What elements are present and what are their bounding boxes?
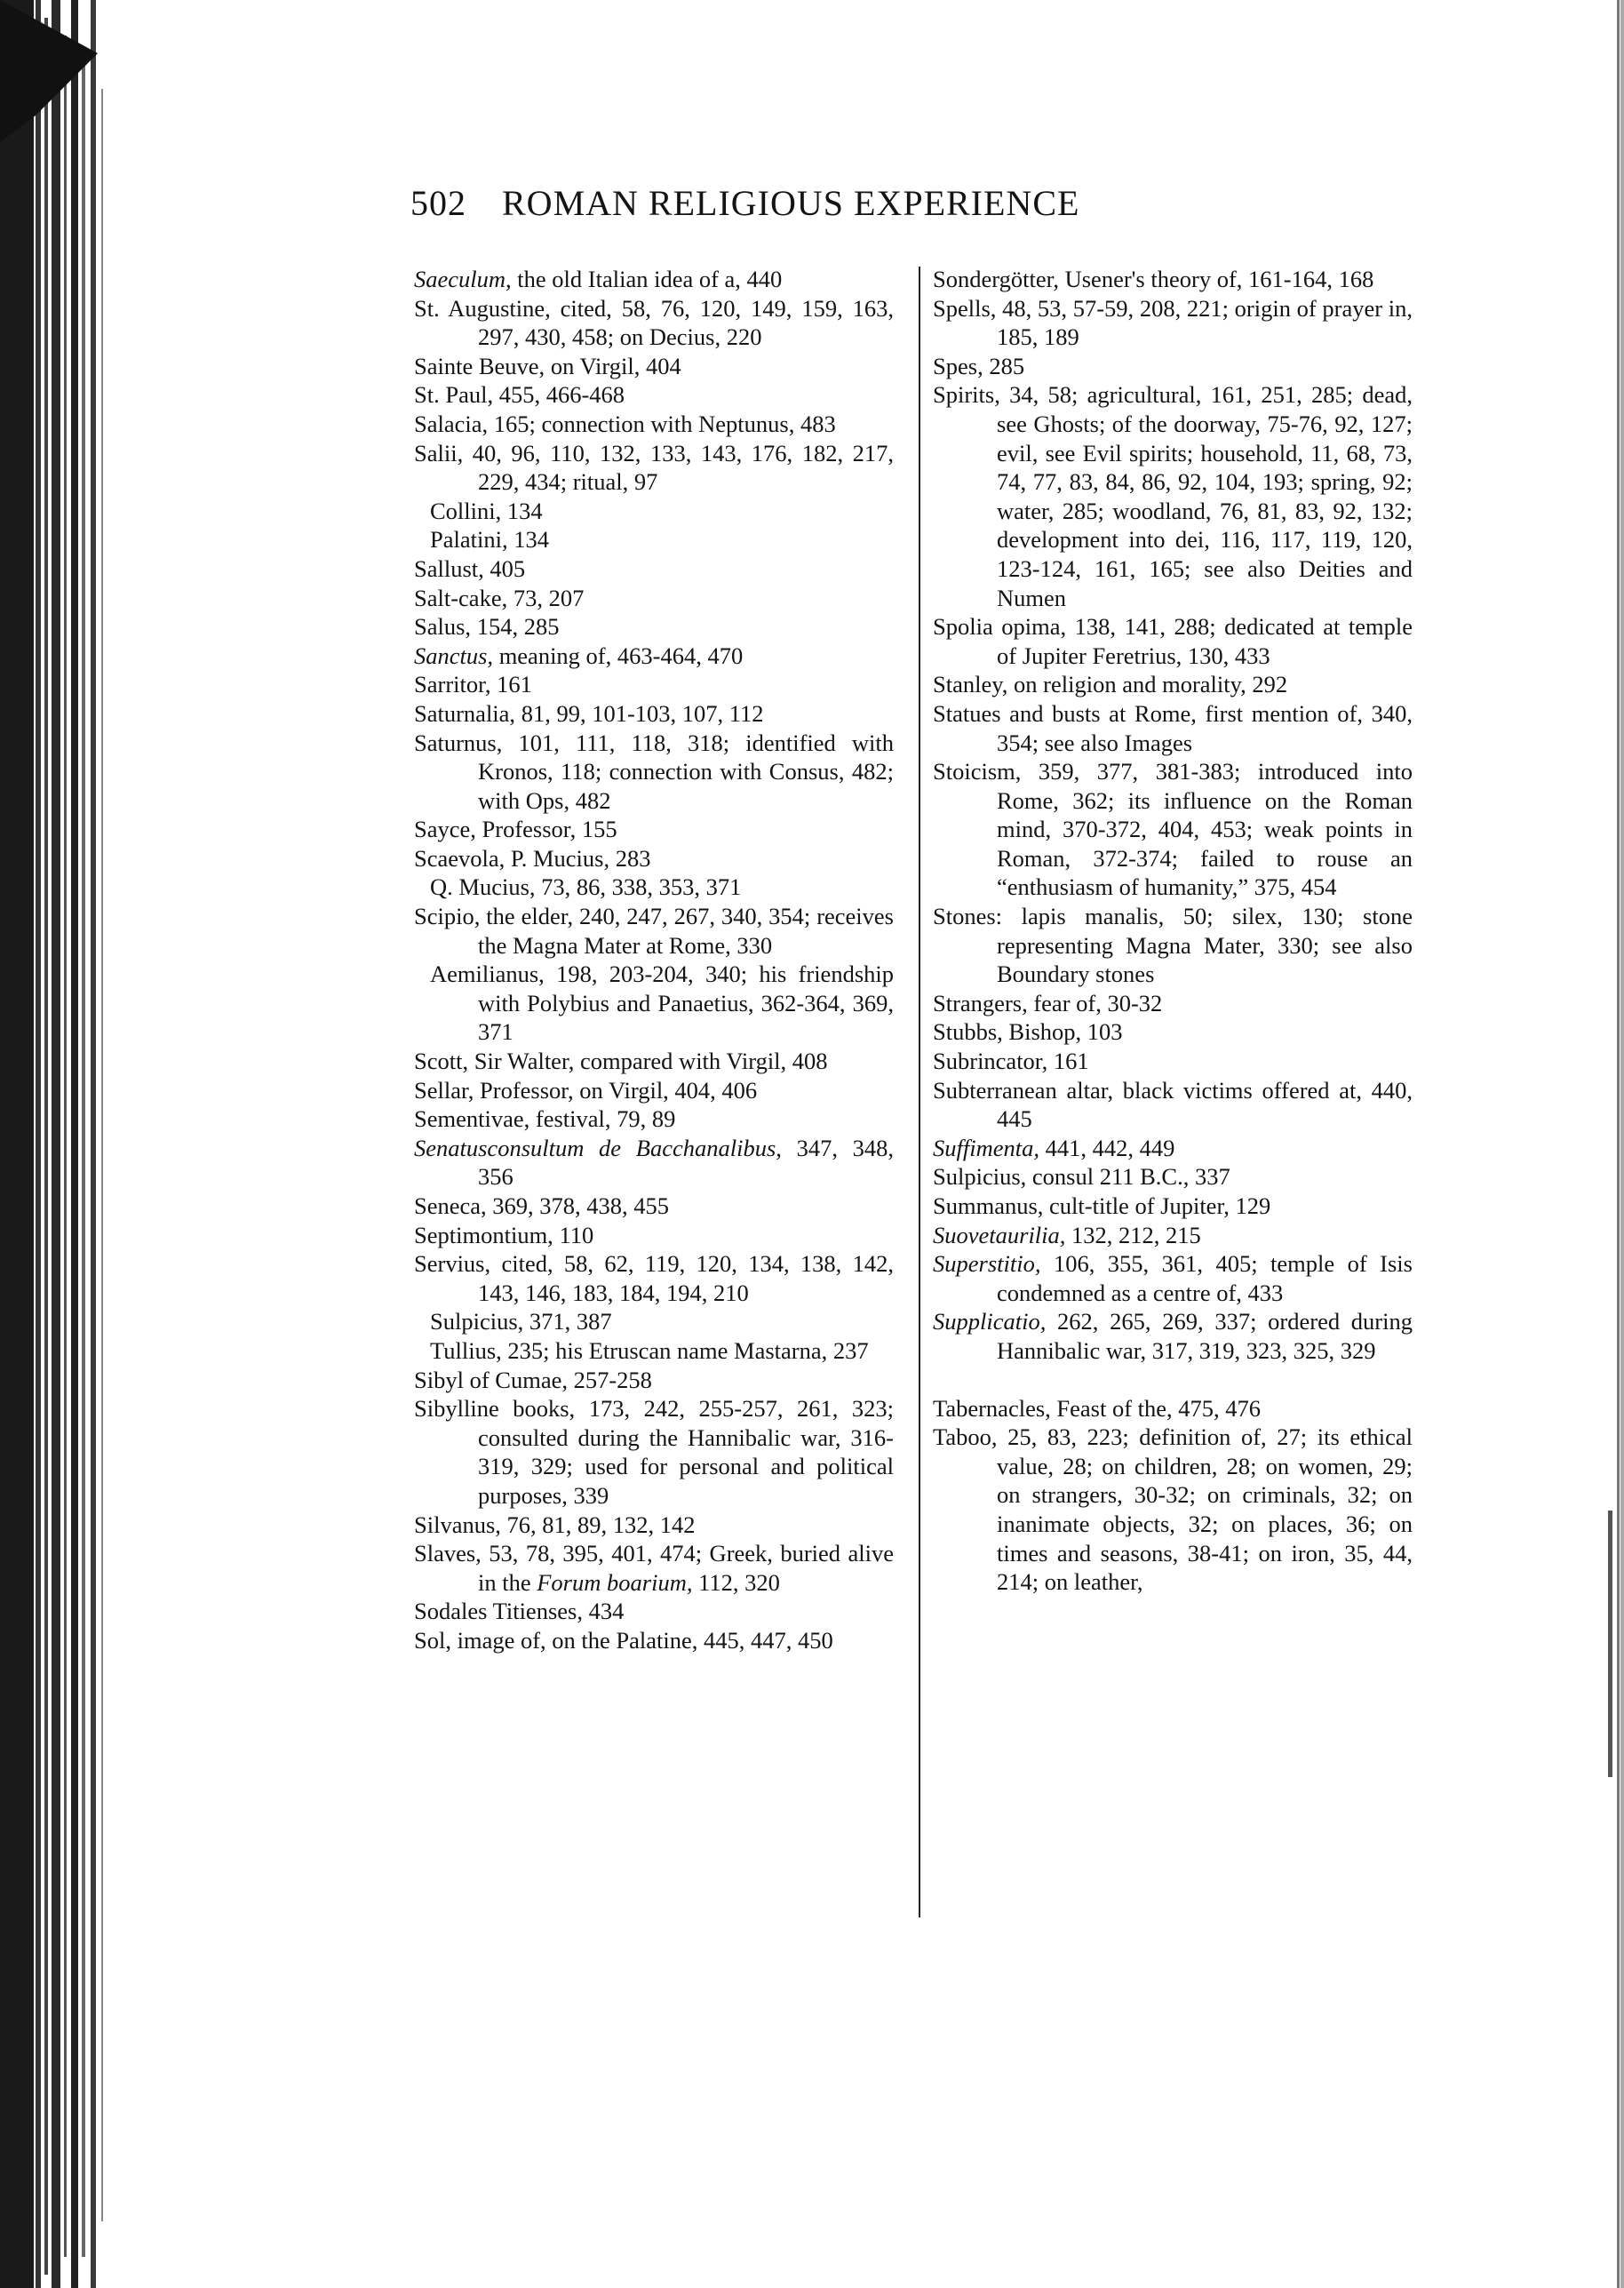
index-entry: [933, 1394, 1413, 1423]
entry-references: P. Mucius, 283: [505, 844, 651, 872]
entry-heading: Sallust,: [414, 554, 484, 582]
entry-references: 434: [582, 1598, 625, 1625]
entry-heading: Q. Mucius,: [430, 873, 536, 901]
page-header: [410, 182, 1299, 235]
entry-heading: Spes,: [933, 352, 983, 379]
index-entry: [933, 989, 1413, 1018]
entry-references: 138, 141, 288; dedicated at temple of Jupiter Feretrius, 130, 433: [997, 613, 1413, 669]
entry-references: 165; connection with Neptunus, 483: [488, 410, 836, 437]
entry-references: Professor, on Virgil, 404, 406: [474, 1076, 758, 1104]
index-entry: [414, 410, 894, 439]
entry-references: 161: [1047, 1048, 1089, 1075]
index-entry: [414, 1511, 894, 1540]
entry-heading: Stones:: [933, 903, 1003, 930]
index-entry: [414, 902, 894, 960]
index-entry: [933, 1307, 1413, 1365]
entry-references: 73, 207: [507, 584, 585, 611]
entry-references: Sir Walter, compared with Virgil, 408: [468, 1048, 828, 1075]
entry-heading: Subterranean altar,: [933, 1076, 1114, 1104]
index-entry: [414, 844, 894, 873]
entry-heading: Aemilianus,: [430, 961, 545, 988]
entry-heading: Seneca,: [414, 1192, 487, 1219]
index-entry: [414, 1249, 894, 1307]
index-subentry: [414, 1307, 894, 1336]
entry-heading: Saturnus,: [414, 729, 503, 756]
entry-references: 285: [983, 352, 1025, 379]
index-entry: [933, 1423, 1413, 1597]
index-entry: [414, 1394, 894, 1510]
entry-heading: Scipio,: [414, 903, 481, 930]
entry-heading: Saturnalia,: [414, 699, 516, 727]
entry-references: 235; his Etruscan name Mastarna, 237: [501, 1336, 869, 1364]
index-subentry: [414, 497, 894, 526]
entry-references: consul 211 B.C., 337: [1026, 1163, 1230, 1191]
entry-references: cult-title of Jupiter, 129: [1043, 1192, 1271, 1219]
entry-references: 81, 99, 101-103, 107, 112: [515, 699, 764, 727]
entry-heading: Salt-cake,: [414, 584, 508, 611]
entry-references: 25, 83, 223; definition of, 27; its ethical value, 28; on children, 28; on women, 29; on strangers, 30-32; on criminals, 32; on inanimate objects, 32; on places, 36; on times and seasons, 38-41; on iron, 35, 44, 214; on leather,: [997, 1423, 1413, 1596]
index-entry: [933, 1249, 1413, 1307]
entry-references: 154, 285: [471, 613, 560, 641]
entry-heading: Suovetaurilia,: [933, 1221, 1066, 1248]
entry-references: 53, 78, 395, 401, 474; Greek, buried alive in the: [478, 1540, 894, 1596]
entry-references: 359, 377, 381-383; introduced into Rome, 362; its influence on the Roman mind, 370-372, 404, 453; weak points in Roman, 372-374; failed to rouse an “enthusiasm of humanity,” 375, 454: [997, 758, 1413, 901]
entry-heading: Septimontium,: [414, 1221, 553, 1248]
index-entry: [933, 699, 1413, 757]
index-entry: [414, 1626, 894, 1655]
entry-heading: Sibylline books,: [414, 1395, 576, 1423]
entry-references: 40, 96, 110, 132, 133, 143, 176, 182, 217, 229, 434; ritual, 97: [463, 439, 894, 496]
index-entry: [414, 699, 894, 729]
index-entry: [414, 380, 894, 410]
entry-references: 441, 442, 449: [1039, 1134, 1175, 1161]
index-subentry: [414, 873, 894, 902]
entry-references: on religion and morality, 292: [1007, 671, 1288, 698]
entry-heading: Servius,: [414, 1250, 491, 1278]
index-entry: [933, 670, 1413, 699]
entry-references: 106, 355, 361, 405; temple of Isis condemned as a centre of, 433: [997, 1250, 1413, 1306]
index-entry: [414, 1597, 894, 1626]
entry-heading: Sibyl of Cumae,: [414, 1366, 568, 1393]
entry-references: cited, 58, 76, 120, 149, 159, 163, 297, 430, 458; on Decius, 220: [478, 294, 895, 351]
entry-heading: Collini,: [430, 497, 502, 524]
entry-references: 73, 86, 338, 353, 371: [535, 873, 742, 901]
entry-references: 405: [483, 554, 526, 582]
index-column-right: [933, 265, 1413, 1597]
entry-references: 371, 387: [523, 1308, 612, 1335]
entry-references: 48, 53, 57-59, 208, 221; origin of prayer in, 185, 189: [996, 294, 1413, 351]
index-entry: [414, 729, 894, 816]
entry-references: the elder, 240, 247, 267, 340, 354; receives the Magna Mater at Rome, 330: [478, 903, 894, 959]
entry-references: Professor, 155: [475, 816, 617, 843]
entry-references: 101, 111, 118, 318; identified with Kronos, 118; connection with Consus, 482; with Ops, 482: [478, 729, 894, 814]
entry-references: meaning of, 463-464, 470: [493, 642, 744, 669]
index-entry: [933, 1076, 1413, 1134]
page-number: 502: [410, 183, 466, 223]
entry-heading: Stanley,: [933, 671, 1008, 698]
entry-heading: Silvanus,: [414, 1511, 501, 1538]
entry-heading: Salii,: [414, 439, 464, 466]
index-entry: [933, 265, 1413, 294]
entry-heading: Spirits,: [933, 381, 1000, 409]
entry-heading: Salacia,: [414, 410, 489, 437]
entry-references: 132, 212, 215: [1065, 1221, 1201, 1248]
entry-heading: Tabernacles,: [933, 1394, 1051, 1422]
entry-heading: Spolia opima,: [933, 613, 1067, 641]
index-subentry: [414, 1336, 894, 1366]
index-entry: [933, 612, 1413, 670]
entry-references: lapis manalis, 50; silex, 130; stone representing Magna Mater, 330; see also Boundary stones: [997, 903, 1413, 988]
index-entry: [414, 584, 894, 613]
index-entry: [414, 554, 894, 584]
entry-references: 369, 378, 438, 455: [486, 1192, 670, 1219]
entry-heading: Stubbs,: [933, 1018, 1003, 1046]
index-entry: [933, 902, 1413, 989]
entry-heading: Salus,: [414, 613, 472, 641]
entry-references: festival, 79, 89: [529, 1105, 676, 1133]
index-entry: [933, 757, 1413, 902]
entry-heading: Slaves,: [414, 1540, 482, 1567]
index-entry: [414, 612, 894, 642]
entry-references: black victims offered at, 440, 445: [997, 1076, 1413, 1133]
entry-heading: Sanctus,: [414, 642, 494, 669]
index-entry: [414, 1104, 894, 1134]
index-entry: [933, 294, 1413, 352]
entry-references: 347, 348, 356: [478, 1134, 895, 1191]
entry-references: 134: [507, 526, 549, 554]
index-entry: [414, 265, 894, 294]
entry-heading: Senatusconsultum de Bacchanalibus,: [414, 1134, 782, 1161]
entry-heading: Sulpicius,: [430, 1308, 524, 1335]
entry-heading: Sol,: [414, 1626, 451, 1654]
entry-heading: Saeculum,: [414, 266, 512, 292]
entry-heading: Taboo,: [933, 1423, 998, 1451]
index-entry: [414, 1366, 894, 1395]
index-entry: [414, 1192, 894, 1221]
entry-references: on Virgil, 404: [545, 352, 681, 379]
index-subentry: [414, 960, 894, 1047]
entry-references: 173, 242, 255-257, 261, 323; consulted during the Hannibalic war, 316-319, 329; used for personal and political purposes, 339: [478, 1395, 895, 1509]
entry-references: 110: [553, 1221, 594, 1248]
index-entry: [414, 439, 894, 497]
index-entry: [414, 1076, 894, 1105]
entry-references: 257-258: [567, 1366, 652, 1393]
index-column-left: [414, 265, 894, 1655]
entry-references: 161: [490, 671, 532, 698]
index-entry: [933, 1192, 1413, 1221]
entry-references: 134: [501, 497, 543, 524]
entry-heading: Sayce,: [414, 816, 476, 843]
entry-references: 34, 58; agricultural, 161, 251, 285; dead, see Ghosts; of the doorway, 75-76, 92, 127; evil, see Evil spirits; household, 11, 68, 73, 74, 77, 83, 84, 86, 92, 104, 193; spring, 92; water, 285; woodland, 76, 81, 83, 92, 132; development into dei, 116, 117, 119, 120, 123-124, 161, 165; see also Deities and Numen: [997, 381, 1413, 611]
index-entry: [414, 642, 894, 671]
entry-heading: Subrincator,: [933, 1048, 1048, 1075]
index-entry: [933, 1221, 1413, 1250]
index-entry: [414, 1047, 894, 1076]
entry-references: first mention of, 340, 354; see also Images: [997, 699, 1413, 756]
entry-references: Bishop, 103: [1002, 1018, 1123, 1046]
index-entry: [933, 1162, 1413, 1192]
index-entry: [414, 670, 894, 699]
entry-heading: Spells,: [933, 294, 997, 322]
index-entry: [414, 815, 894, 844]
index-entry: [933, 352, 1413, 381]
entry-references: Feast of the, 475, 476: [1050, 1394, 1262, 1422]
entry-references: Usener's theory of, 161-164, 168: [1058, 266, 1374, 292]
entry-heading: Stoicism,: [933, 758, 1022, 785]
entry-heading: Sementivae,: [414, 1105, 530, 1133]
entry-heading: Palatini,: [430, 526, 508, 554]
entry-heading: Sulpicius,: [933, 1163, 1027, 1191]
entry-heading: Sellar,: [414, 1076, 474, 1104]
index-entry: [933, 1047, 1413, 1076]
entry-heading: Scott,: [414, 1048, 469, 1075]
column-rule: [919, 267, 920, 1917]
entry-references: 262, 265, 269, 337; ordered during Hannibalic war, 317, 319, 323, 325, 329: [997, 1308, 1413, 1364]
index-entry: [933, 380, 1413, 612]
entry-references: 455, 466-468: [493, 381, 625, 409]
entry-heading: St. Paul,: [414, 381, 494, 409]
entry-italic-term: Forum boarium,: [537, 1568, 693, 1596]
entry-heading: Sarritor,: [414, 671, 491, 698]
index-entry: [933, 1017, 1413, 1047]
entry-heading: Sodales Titienses,: [414, 1598, 583, 1625]
entry-heading: Sainte Beuve,: [414, 352, 545, 379]
entry-heading: Scaevola,: [414, 844, 506, 872]
entry-heading: Statues and busts at Rome,: [933, 699, 1197, 727]
entry-references: cited, 58, 62, 119, 120, 134, 138, 142, 143, 146, 183, 184, 194, 210: [478, 1250, 894, 1306]
index-entry: [933, 1134, 1413, 1163]
entry-references-tail: 112, 320: [692, 1568, 780, 1596]
entry-heading: St. Augustine,: [414, 294, 551, 322]
entry-references: the old Italian idea of a, 440: [511, 266, 783, 292]
right-margin-marks: [1597, 0, 1624, 2288]
entry-heading: Sondergötter,: [933, 266, 1059, 292]
entry-references: fear of, 30-32: [1027, 989, 1163, 1016]
binding-shadow: [0, 0, 133, 2288]
index-subentry: [414, 525, 894, 554]
index-entry: [414, 294, 894, 352]
entry-heading: Strangers,: [933, 989, 1028, 1016]
entry-references: 76, 81, 89, 132, 142: [500, 1511, 696, 1538]
entry-heading: Supplicatio,: [933, 1308, 1047, 1335]
index-entry: [414, 1539, 894, 1597]
entry-references: 198, 203-204, 340; his friendship with Polybius and Panaetius, 362-364, 369, 371: [478, 961, 894, 1046]
entry-heading: Summanus,: [933, 1192, 1044, 1219]
entry-heading: Tullius,: [430, 1336, 502, 1364]
entry-heading: Suffimenta,: [933, 1134, 1039, 1161]
entry-heading: Superstitio,: [933, 1250, 1041, 1278]
index-entry: [414, 1134, 894, 1192]
entry-references: image of, on the Palatine, 445, 447, 450: [450, 1626, 833, 1654]
running-title: ROMAN RELIGIOUS EXPERIENCE: [502, 183, 1080, 223]
index-entry: [414, 1221, 894, 1250]
index-entry: [414, 352, 894, 381]
